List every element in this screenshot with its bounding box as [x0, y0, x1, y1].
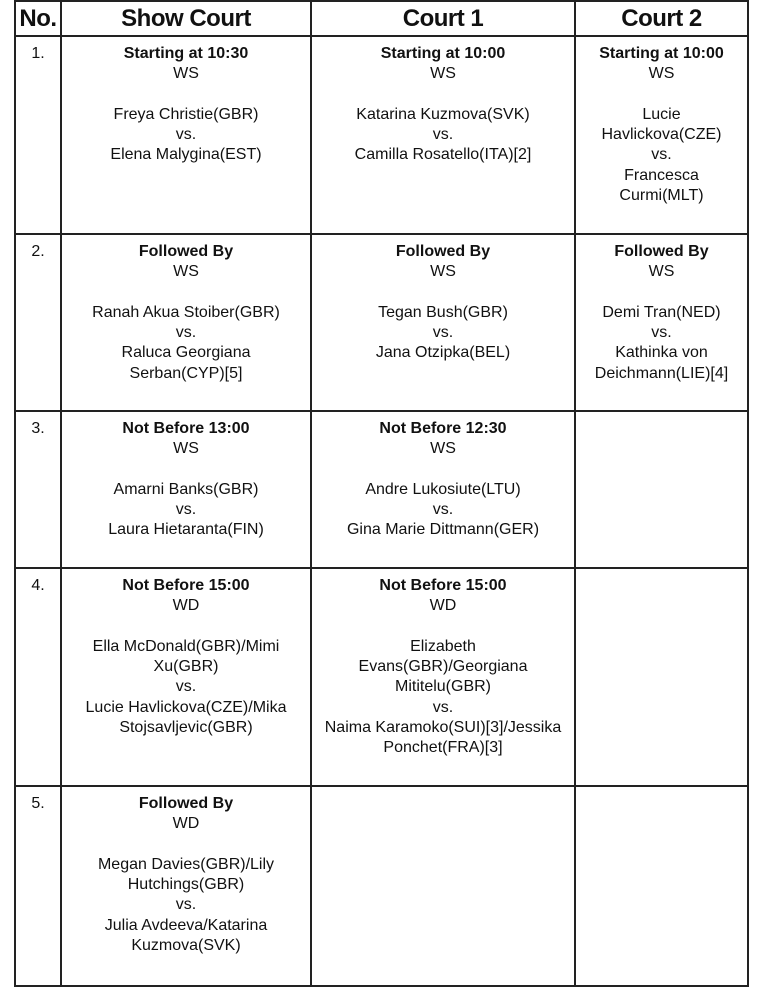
player-line: vs.: [175, 324, 197, 342]
player-line: Freya Christie(GBR): [113, 105, 259, 123]
event-type: WD: [172, 597, 200, 615]
order-of-play-table: [14, 0, 749, 987]
player-line: Katarina Kuzmova(SVK): [356, 105, 530, 123]
match-cell: [575, 234, 748, 411]
player-line: vs.: [175, 678, 197, 696]
player-line: vs.: [651, 146, 672, 164]
match-cell: [575, 786, 748, 986]
row-number: 1.: [15, 36, 61, 234]
player-line: Demi Tran(NED): [602, 303, 721, 321]
match-cell: [311, 36, 575, 234]
player-line: Jana Otzipka(BEL): [375, 344, 511, 362]
event-type: WS: [430, 263, 456, 281]
player-line: Francesca: [624, 166, 699, 184]
player-line: Ranah Akua Stoiber(GBR): [92, 303, 280, 321]
table-row: [15, 411, 748, 568]
table-row: [15, 568, 748, 786]
match-time: Not Before 12:30: [379, 420, 507, 437]
spacer: [62, 283, 310, 303]
player-line: Havlickova(CZE): [601, 126, 722, 144]
player-line: Elizabeth: [410, 637, 476, 655]
match-cell: [311, 786, 575, 986]
player-line: vs.: [432, 324, 454, 342]
player-line: Curmi(MLT): [619, 187, 704, 205]
event-type: WD: [429, 597, 457, 615]
spacer: [312, 283, 574, 303]
match-cell: [575, 568, 748, 786]
match-cell: [311, 568, 575, 786]
player-line: Ponchet(FRA)[3]: [383, 739, 503, 757]
table-row: [15, 786, 748, 986]
match-cell: [575, 411, 748, 568]
match-cell: [311, 234, 575, 411]
event-type: WS: [648, 65, 675, 83]
spacer: [312, 460, 574, 480]
spacer: [312, 85, 574, 105]
match-time: Starting at 10:30: [123, 45, 249, 62]
player-line: Gina Marie Dittmann(GER): [346, 521, 540, 539]
match-time: Followed By: [395, 243, 491, 260]
player-line: Julia Avdeeva/Katarina: [104, 916, 268, 934]
table-row: [15, 36, 748, 234]
player-line: Kathinka von: [615, 344, 708, 362]
event-type: WD: [172, 815, 200, 833]
header-row: [15, 1, 748, 36]
match-cell: [61, 36, 311, 234]
match-cell: [311, 411, 575, 568]
player-line: Xu(GBR): [153, 658, 219, 676]
header-no: No.: [15, 1, 61, 36]
player-line: Deichmann(LIE)[4]: [594, 364, 729, 382]
row-number: 5.: [15, 786, 61, 986]
player-line: vs.: [432, 126, 454, 144]
event-type: WS: [430, 440, 456, 458]
match-time: Not Before 13:00: [122, 420, 250, 437]
player-line: Andre Lukosiute(LTU): [365, 480, 521, 498]
spacer: [62, 835, 310, 855]
match-time: Not Before 15:00: [379, 577, 507, 594]
player-line: Raluca Georgiana: [121, 344, 251, 362]
row-number: 2.: [15, 234, 61, 411]
event-type: WS: [173, 263, 199, 281]
spacer: [576, 85, 747, 105]
player-line: Lucie Havlickova(CZE)/Mika: [85, 698, 287, 716]
match-cell: [61, 411, 311, 568]
event-type: WS: [173, 440, 199, 458]
player-line: Megan Davies(GBR)/Lily: [97, 855, 275, 873]
player-line: Ella McDonald(GBR)/Mimi: [92, 637, 280, 655]
player-line: Tegan Bush(GBR): [378, 303, 508, 321]
table-row: [15, 234, 748, 411]
player-line: vs.: [432, 501, 454, 519]
match-cell: [61, 568, 311, 786]
match-cell: [61, 234, 311, 411]
spacer: [62, 85, 310, 105]
spacer: [62, 617, 310, 637]
player-line: Naima Karamoko(SUI)[3]/Jessika: [324, 719, 562, 737]
player-line: vs.: [175, 896, 197, 914]
player-line: vs.: [175, 501, 197, 519]
match-time: Starting at 10:00: [380, 45, 506, 62]
row-number: 3.: [15, 411, 61, 568]
header-court-2: Court 2: [575, 1, 748, 36]
match-time: Starting at 10:00: [599, 45, 724, 62]
match-time: Followed By: [138, 243, 234, 260]
player-line: vs.: [175, 126, 197, 144]
player-line: Serban(CYP)[5]: [129, 364, 243, 382]
spacer: [576, 283, 747, 303]
event-type: WS: [430, 65, 456, 83]
player-line: Elena Malygina(EST): [110, 146, 262, 164]
spacer: [62, 460, 310, 480]
header-show-court: Show Court: [61, 1, 311, 36]
match-time: Followed By: [614, 243, 709, 260]
player-line: Stojsavljevic(GBR): [119, 719, 253, 737]
match-time: Followed By: [138, 795, 234, 812]
player-line: Evans(GBR)/Georgiana: [358, 658, 528, 676]
player-line: Amarni Banks(GBR): [113, 480, 259, 498]
match-cell: [575, 36, 748, 234]
event-type: WS: [648, 263, 675, 281]
header-court-1: Court 1: [311, 1, 575, 36]
event-type: WS: [173, 65, 199, 83]
row-number: 4.: [15, 568, 61, 786]
player-line: Mititelu(GBR): [394, 678, 491, 696]
player-line: vs.: [432, 698, 454, 716]
match-cell: [61, 786, 311, 986]
player-line: Camilla Rosatello(ITA)[2]: [354, 146, 532, 164]
match-time: Not Before 15:00: [122, 577, 250, 594]
spacer: [312, 617, 574, 637]
player-line: Hutchings(GBR): [127, 876, 245, 894]
player-line: Lucie: [642, 105, 681, 123]
player-line: Kuzmova(SVK): [131, 937, 241, 955]
player-line: vs.: [651, 324, 672, 342]
player-line: Laura Hietaranta(FIN): [108, 521, 264, 539]
